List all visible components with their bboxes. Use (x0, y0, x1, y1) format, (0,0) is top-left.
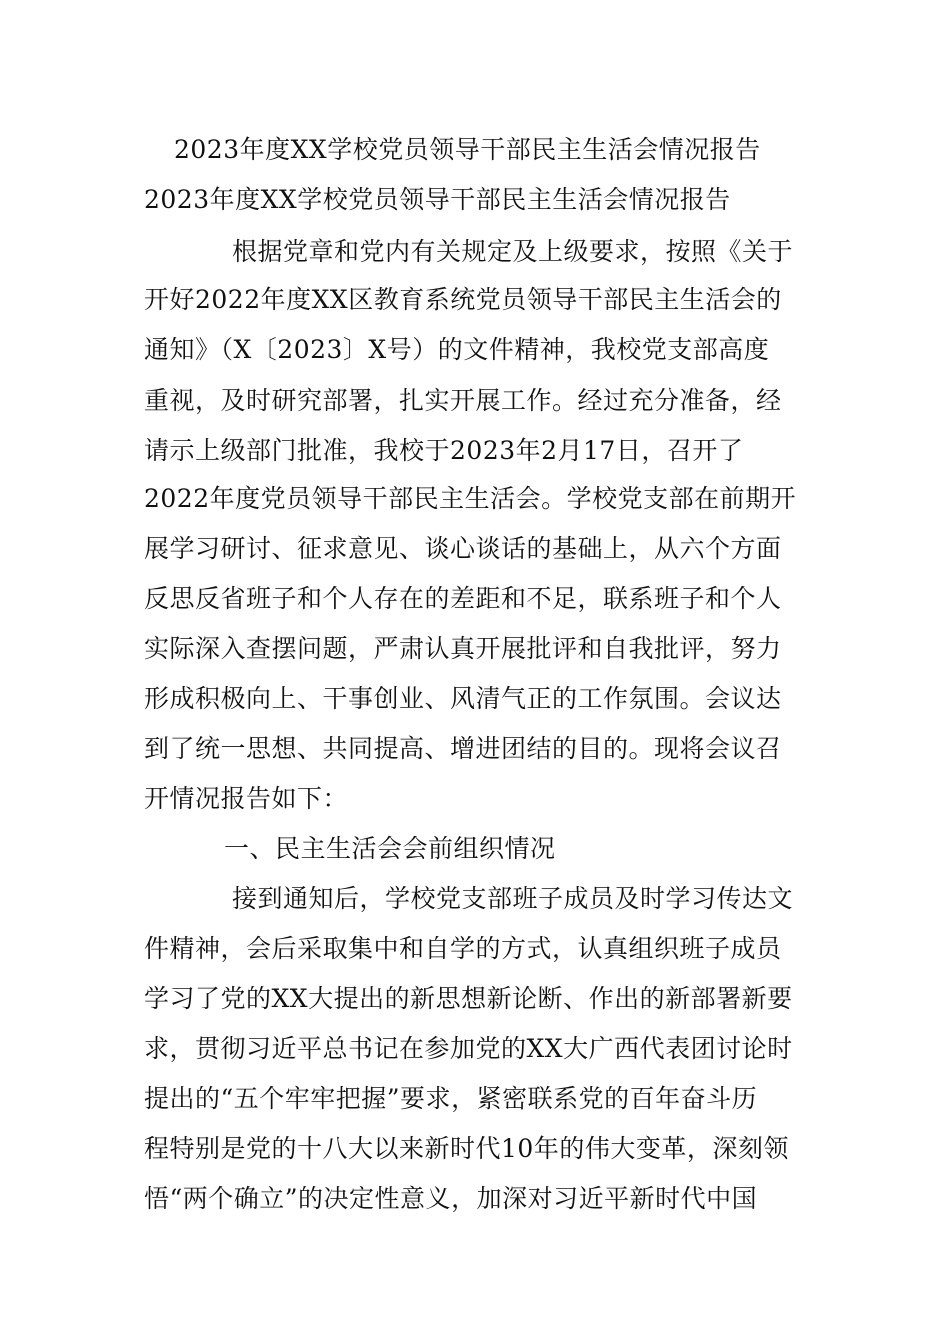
paragraph-2-line: 程特别是党的十八大以来新时代10年的伟大变革，深刻领 (144, 1134, 789, 1163)
paragraph-2-line: 提出的“五个牢牢把握”要求，紧密联系党的百年奋斗历 (144, 1084, 758, 1113)
paragraph-1-line: 根据党章和党内有关规定及上级要求，按照《关于 (232, 237, 794, 266)
paragraph-2-line: 求，贯彻习近平总书记在参加党的XX大广西代表团讨论时 (144, 1034, 793, 1063)
paragraph-1-line: 展学习研讨、征求意见、谈心谈话的基础上，从六个方面 (144, 534, 782, 563)
paragraph-2-line: 件精神，会后采取集中和自学的方式，认真组织班子成员 (144, 934, 782, 963)
paragraph-2-line: 悟“两个确立”的决定性意义，加深对习近平新时代中国 (144, 1184, 758, 1213)
document-title-line-1: 2023年度XX学校党员领导干部民主生活会情况报告 (174, 135, 761, 164)
paragraph-1-line: 通知》（X〔2023〕X号）的文件精神，我校党支部高度 (144, 335, 770, 364)
paragraph-1-line: 开好2022年度XX区教育系统党员领导干部民主生活会的 (144, 285, 782, 314)
paragraph-2-line: 学习了党的XX大提出的新思想新论断、作出的新部署新要 (144, 984, 793, 1013)
paragraph-1-line: 请示上级部门批准，我校于2023年2月17日，召开了 (144, 436, 744, 465)
paragraph-2-line: 接到通知后，学校党支部班子成员及时学习传达文 (232, 884, 794, 913)
paragraph-1-line: 重视，及时研究部署，扎实开展工作。经过充分准备，经 (144, 386, 782, 415)
paragraph-1-line: 到了统一思想、共同提高、增进团结的目的。现将会议召 (144, 734, 782, 763)
paragraph-1-line: 形成积极向上、干事创业、风清气正的工作氛围。会议达 (144, 684, 782, 713)
document-title-line-2: 2023年度XX学校党员领导干部民主生活会情况报告 (144, 185, 731, 214)
paragraph-1-line: 2022年度党员领导干部民主生活会。学校党支部在前期开 (144, 484, 797, 513)
paragraph-1-line: 开情况报告如下： (144, 784, 349, 813)
section-1-heading: 一、民主生活会会前组织情况 (224, 834, 556, 863)
paragraph-1-line: 反思反省班子和个人存在的差距和不足，联系班子和个人 (144, 584, 782, 613)
paragraph-1-line: 实际深入查摆问题，严肃认真开展批评和自我批评，努力 (144, 634, 782, 663)
